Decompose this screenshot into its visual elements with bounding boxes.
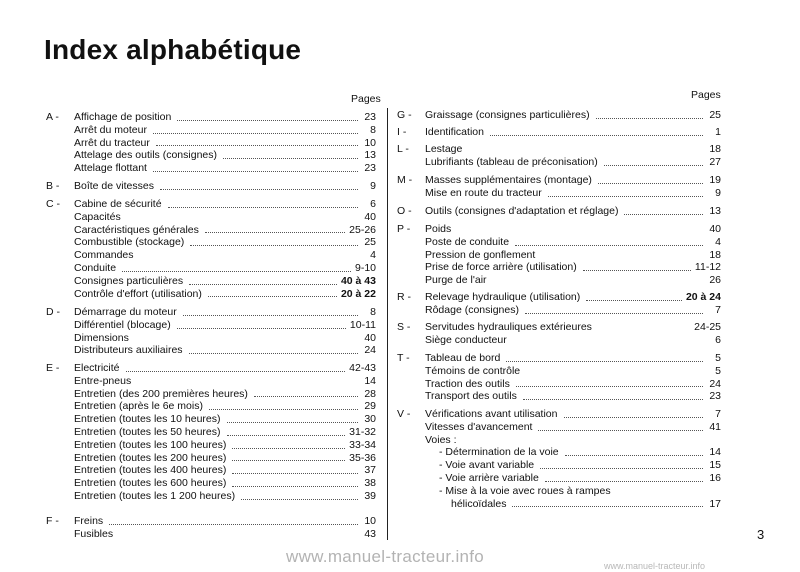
index-entry [397, 446, 721, 459]
index-group-g [397, 109, 721, 122]
entry-label: Fusibles [74, 527, 114, 540]
entry-label: - Mise à la voie avec roues à rampes [439, 484, 611, 497]
index-entry [46, 400, 376, 413]
index-entry [397, 304, 721, 317]
entry-page: 23 [364, 162, 376, 175]
entry-page: 25 [364, 236, 376, 249]
entry-page: 29 [364, 400, 376, 413]
pages-header-left: Pages [351, 93, 381, 105]
entry-label: Traction des outils [425, 377, 510, 390]
entry-page: 10 [364, 136, 376, 149]
entry-label: Mise en route du tracteur [425, 186, 542, 199]
index-letter: I - [397, 126, 407, 138]
entry-page: 26 [709, 274, 721, 287]
entry-label: Relevage hydraulique (utilisation) [425, 291, 581, 303]
entry-page: 17 [709, 497, 721, 510]
entry-page: 27 [709, 155, 721, 168]
entry-page: 20 à 24 [685, 291, 721, 303]
index-entry [46, 198, 376, 211]
entry-label: Distributeurs auxiliaires [74, 344, 183, 357]
index-entry [46, 288, 376, 301]
entry-label: Cabine de sécurité [74, 198, 162, 210]
entry-label: Pression de gonflement [425, 248, 536, 261]
entry-page: 39 [364, 489, 376, 502]
index-group-s [397, 321, 721, 347]
index-entry [397, 143, 721, 156]
index-entry [46, 137, 376, 150]
index-entry [397, 472, 721, 485]
entry-label: Entretien (après le 6e mois) [74, 400, 203, 413]
entry-page: 18 [709, 143, 721, 155]
index-entry [46, 262, 376, 275]
entry-page: 18 [709, 248, 721, 261]
index-entry [397, 434, 721, 447]
index-entry [397, 390, 721, 403]
entry-page: 35-36 [349, 451, 376, 464]
entry-label: Capacités [74, 210, 121, 223]
entry-page: 11-12 [694, 261, 721, 274]
entry-page: 5 [715, 364, 721, 377]
entry-page: 10-11 [349, 318, 376, 331]
index-entry [46, 275, 376, 288]
page-title: Index alphabétique [44, 34, 302, 65]
entry-page: 7 [715, 408, 721, 420]
entry-label: - Détermination de la voie [439, 446, 559, 459]
index-letter: G - [397, 109, 412, 121]
entry-page: 4 [715, 235, 721, 248]
index-entry [397, 498, 721, 511]
entry-label: Boîte de vitesses [74, 180, 154, 192]
index-entry [46, 464, 376, 477]
entry-page: 40 [364, 331, 376, 344]
index-entry [46, 249, 376, 262]
index-letter: D - [46, 306, 60, 318]
index-entry [46, 236, 376, 249]
entry-label: Entretien (toutes les 1 200 heures) [74, 489, 236, 502]
index-entry [397, 365, 721, 378]
index-group-o [397, 205, 721, 218]
entry-label: Arrêt du tracteur [74, 136, 150, 149]
entry-label: Attelage flottant [74, 162, 147, 175]
index-entry [397, 334, 721, 347]
entry-page: 19 [709, 174, 721, 186]
index-group-i [397, 126, 721, 139]
entry-page: 4 [370, 249, 376, 262]
index-entry [46, 388, 376, 401]
index-entry [46, 426, 376, 439]
entry-page: 8 [370, 306, 376, 318]
entry-label: Différentiel (blocage) [74, 318, 171, 331]
index-group-e [46, 362, 376, 503]
entry-label: Identification [425, 126, 484, 138]
entry-page: 23 [364, 111, 376, 123]
index-entry [46, 439, 376, 452]
index-entry [46, 332, 376, 345]
index-entry [46, 413, 376, 426]
entry-page: 38 [364, 477, 376, 490]
index-letter: P - [397, 223, 411, 235]
index-letter: V - [397, 408, 411, 420]
entry-page: 15 [709, 459, 721, 472]
index-entry [397, 291, 721, 304]
entry-label: Entre-pneus [74, 374, 132, 387]
entry-label: Tableau de bord [425, 352, 501, 364]
index-entry [397, 378, 721, 391]
entry-label: Affichage de position [74, 111, 172, 123]
index-entry [46, 149, 376, 162]
index-entry [46, 375, 376, 388]
entry-label: Consignes particulières [74, 274, 184, 287]
entry-label: Lestage [425, 143, 463, 155]
index-letter: T - [397, 352, 410, 364]
index-letter: M - [397, 174, 413, 186]
index-entry [397, 261, 721, 274]
entry-page: 30 [364, 413, 376, 426]
entry-label: Entretien (toutes les 600 heures) [74, 477, 227, 490]
index-letter: C - [46, 198, 60, 210]
watermark: www.manuel-tracteur.info [286, 547, 485, 566]
pages-header-right: Pages [691, 89, 721, 101]
entry-label: - Voie avant variable [439, 459, 535, 472]
entry-page: 8 [370, 123, 376, 136]
entry-page: 25 [709, 109, 721, 121]
index-group-b [46, 180, 376, 193]
index-entry [397, 421, 721, 434]
index-entry [397, 156, 721, 169]
entry-page: 16 [709, 471, 721, 484]
entry-page: 25-26 [349, 223, 376, 236]
entry-label: Masses supplémentaires (montage) [425, 174, 592, 186]
entry-label: Prise de force arrière (utilisation) [425, 261, 577, 274]
entry-label: Entretien (toutes les 10 heures) [74, 413, 221, 426]
index-entry [397, 459, 721, 472]
entry-page: 41 [709, 420, 721, 433]
entry-label: Conduite [74, 261, 117, 274]
entry-page: 5 [715, 352, 721, 364]
entry-page: 13 [364, 149, 376, 162]
index-letter: F - [46, 515, 59, 527]
index-entry [397, 187, 721, 200]
index-entry [397, 249, 721, 262]
entry-label: Rôdage (consignes) [425, 303, 519, 316]
index-letter: L - [397, 143, 409, 155]
entry-label: - Voie arrière variable [439, 471, 539, 484]
index-group-l [397, 143, 721, 169]
entry-label: Caractéristiques générales [74, 223, 199, 236]
page-number: 3 [757, 527, 765, 542]
entry-label: Lubrifiants (tableau de préconisation) [425, 155, 598, 168]
entry-page: 28 [364, 387, 376, 400]
index-entry [46, 162, 376, 175]
entry-label: Entretien (toutes les 200 heures) [74, 451, 227, 464]
index-group-d [46, 306, 376, 357]
entry-page: 9 [370, 180, 376, 192]
entry-page: 37 [364, 464, 376, 477]
index-entry [46, 452, 376, 465]
entry-page: 24 [364, 344, 376, 357]
index-group-r [397, 291, 721, 317]
entry-page: 40 [364, 210, 376, 223]
index-entry [397, 223, 721, 236]
index-letter: S - [397, 321, 411, 333]
entry-page: 31-32 [349, 425, 376, 438]
entry-page: 6 [715, 333, 721, 346]
entry-page: 14 [364, 374, 376, 387]
index-entry [46, 490, 376, 503]
entry-page: 43 [364, 527, 376, 540]
entry-label: Vérifications avant utilisation [425, 408, 558, 420]
index-letter: E - [46, 362, 60, 374]
index-group-c [46, 198, 376, 300]
index-entry [397, 174, 721, 187]
entry-label: Dimensions [74, 331, 129, 344]
index-entry [46, 306, 376, 319]
entry-label: Commandes [74, 249, 134, 262]
index-group-m [397, 174, 721, 200]
index-entry [46, 124, 376, 137]
entry-page: 9-10 [354, 261, 376, 274]
index-entry [397, 236, 721, 249]
entry-page: 6 [370, 198, 376, 210]
index-group-v [397, 408, 721, 510]
entry-page: 42-43 [349, 362, 376, 374]
index-group-p [397, 223, 721, 287]
index-entry [46, 211, 376, 224]
column-divider [387, 108, 388, 540]
entry-label: Outils (consignes d'adaptation et réglage) [425, 205, 619, 217]
index-letter: R - [397, 291, 411, 303]
index-group-f [46, 515, 376, 541]
index-group-a [46, 111, 376, 175]
entry-page: 24 [709, 377, 721, 390]
index-entry [46, 477, 376, 490]
index-entry [397, 352, 721, 365]
index-entry [397, 321, 721, 334]
index-entry [46, 180, 376, 193]
index-entry [46, 362, 376, 375]
index-entry [397, 485, 721, 498]
index-entry [397, 126, 721, 139]
index-entry [46, 515, 376, 528]
index-entry [397, 408, 721, 421]
entry-label: Démarrage du moteur [74, 306, 177, 318]
entry-page: 10 [364, 515, 376, 527]
index-entry [46, 111, 376, 124]
entry-page: 40 [709, 223, 721, 235]
entry-page: 13 [709, 205, 721, 217]
index-entry [397, 205, 721, 218]
entry-label: Poids [425, 223, 452, 235]
entry-page: 20 à 22 [340, 287, 376, 300]
entry-label: Electricité [74, 362, 120, 374]
entry-label: Voies : [425, 433, 457, 446]
entry-page: 24-25 [694, 321, 721, 333]
entry-label: Vitesses d'avancement [425, 420, 533, 433]
entry-label: hélicoïdales [451, 497, 507, 510]
entry-label: Entretien (toutes les 100 heures) [74, 438, 227, 451]
entry-label: Témoins de contrôle [425, 364, 521, 377]
entry-label: Entretien (des 200 premières heures) [74, 387, 248, 400]
watermark-small: www.manuel-tracteur.info [604, 561, 706, 571]
index-letter: O - [397, 205, 412, 217]
entry-label: Combustible (stockage) [74, 236, 185, 249]
entry-page: 33-34 [349, 438, 376, 451]
index-entry [46, 224, 376, 237]
entry-label: Freins [74, 515, 104, 527]
entry-page: 7 [715, 303, 721, 316]
index-entry [46, 528, 376, 541]
index-entry [46, 319, 376, 332]
entry-label: Siège conducteur [425, 333, 507, 346]
entry-page: 14 [709, 446, 721, 459]
entry-label: Poste de conduite [425, 235, 510, 248]
entry-page: 9 [715, 186, 721, 199]
entry-label: Transport des outils [425, 390, 517, 403]
index-entry [46, 344, 376, 357]
entry-label: Servitudes hydrauliques extérieures [425, 321, 592, 333]
entry-label: Entretien (toutes les 400 heures) [74, 464, 227, 477]
index-letter: B - [46, 180, 60, 192]
entry-label: Entretien (toutes les 50 heures) [74, 425, 221, 438]
index-entry [397, 274, 721, 287]
entry-page: 40 à 43 [340, 274, 376, 287]
entry-label: Purge de l'air [425, 274, 487, 287]
entry-label: Attelage des outils (consignes) [74, 149, 217, 162]
entry-page: 1 [715, 126, 721, 138]
index-letter: A - [46, 111, 59, 123]
index-entry [397, 109, 721, 122]
index-group-t [397, 352, 721, 403]
entry-label: Graissage (consignes particulières) [425, 109, 590, 121]
entry-label: Arrêt du moteur [74, 123, 147, 136]
entry-label: Contrôle d'effort (utilisation) [74, 287, 202, 300]
entry-page: 23 [709, 390, 721, 403]
